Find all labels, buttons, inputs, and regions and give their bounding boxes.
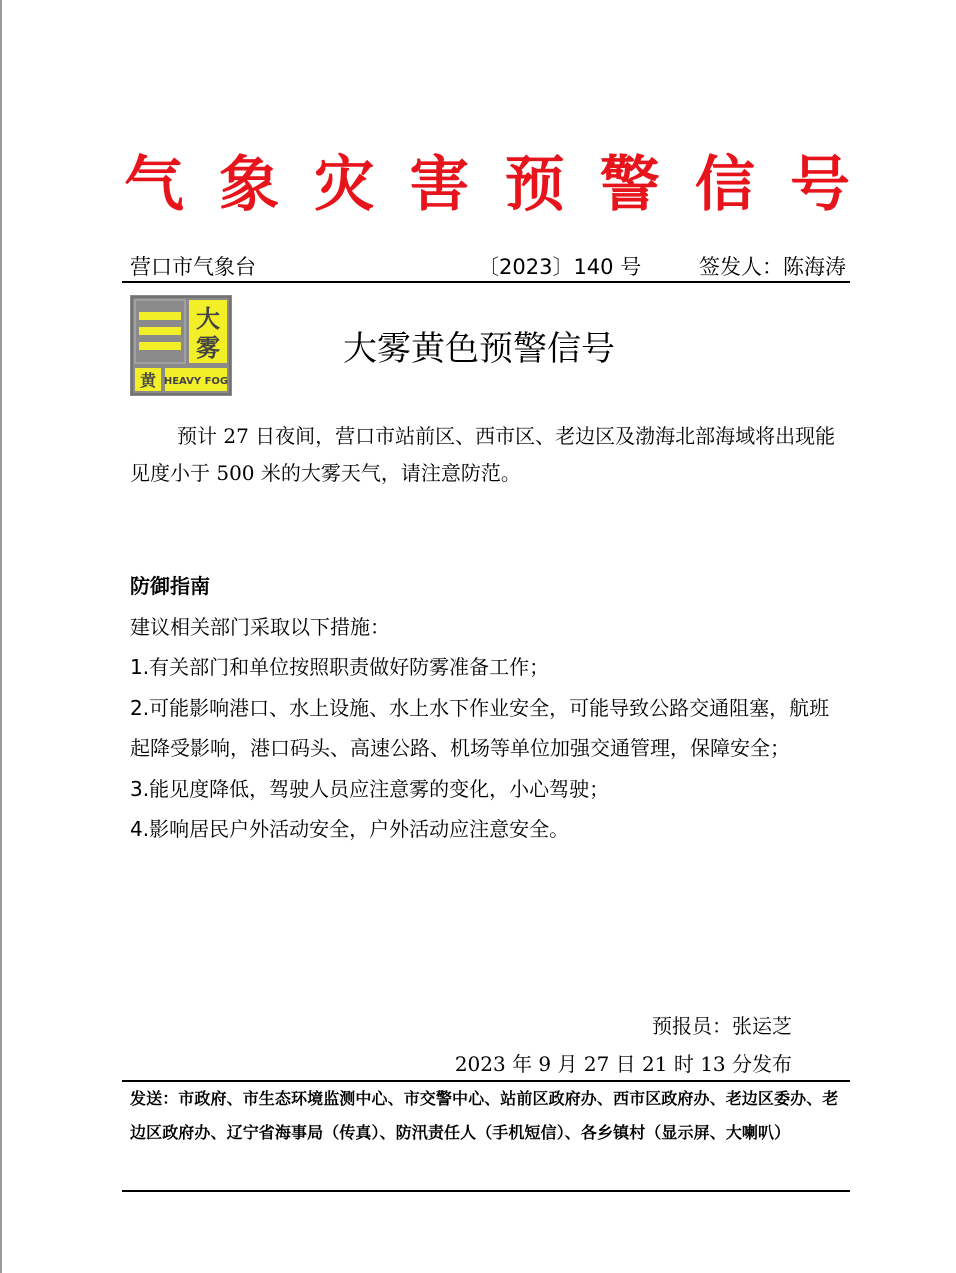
signal-cn-level: 黄 [139,371,157,390]
heavy-fog-signal-icon [130,295,232,396]
title-char: 预 [504,150,565,220]
page-edge [0,0,2,1273]
title-char: 信 [694,150,755,220]
guide-heading: 防御指南 [130,574,210,598]
guide-item: 4.影响居民户外活动安全，户外活动应注意安全。 [130,817,570,841]
title-char: 害 [409,150,470,220]
issue-time: 2023 年 9 月 27 日 21 时 13 分发布 [454,1052,792,1076]
forecast-body: 预计 27 日夜间，营口市站前区、西市区、老边区及渤海北部海域将出现能见度小于 500 米的大雾天气，请注意防范。 [130,424,836,485]
guide-item: 3.能见度降低，驾驶人员应注意雾的变化，小心驾驶； [130,776,610,801]
title-char: 警 [599,150,660,220]
signal-cn-bottom: 雾 [196,334,220,362]
title-char: 象 [219,150,280,220]
guide-item: 2.可能影响港口、水上设施、水上水下作业安全，可能导致公路交通阻塞，航班起降受影响，港口码头、高速公路、机场等单位加强交通管理，保障安全； [130,695,830,760]
signal-cn-top: 大 [196,305,220,333]
warning-title: 大雾黄色预警信号 [343,329,615,369]
title-char: 气 [124,150,184,220]
issuer-name: 营口市气象台 [130,255,256,279]
guide-item: 1.有关部门和单位按照职责做好防雾准备工作； [130,655,550,679]
document-title [124,150,850,220]
header-rule [122,281,850,283]
distribution-list: 发送：市政府、市生态环境监测中心、市交警中心、站前区政府办、西市区政府办、老边区委办、老边区政府办、辽宁省海事局（传真）、防汛责任人（手机短信）、各乡镇村（显示屏、大喇叭） [130,1089,839,1142]
title-char: 号 [789,150,850,220]
title-char: 灾 [314,150,375,220]
document-number: 〔2023〕140 号 [478,255,642,279]
defense-guide [130,566,846,850]
header-meta [130,252,846,282]
footer-rule-bottom [122,1190,850,1192]
forecaster: 预报员：张运芝 [652,1014,792,1038]
guide-intro: 建议相关部门采取以下措施： [130,614,390,639]
signer: 签发人：陈海涛 [699,255,846,279]
signal-en-label: HEAVY FOG [163,376,229,387]
